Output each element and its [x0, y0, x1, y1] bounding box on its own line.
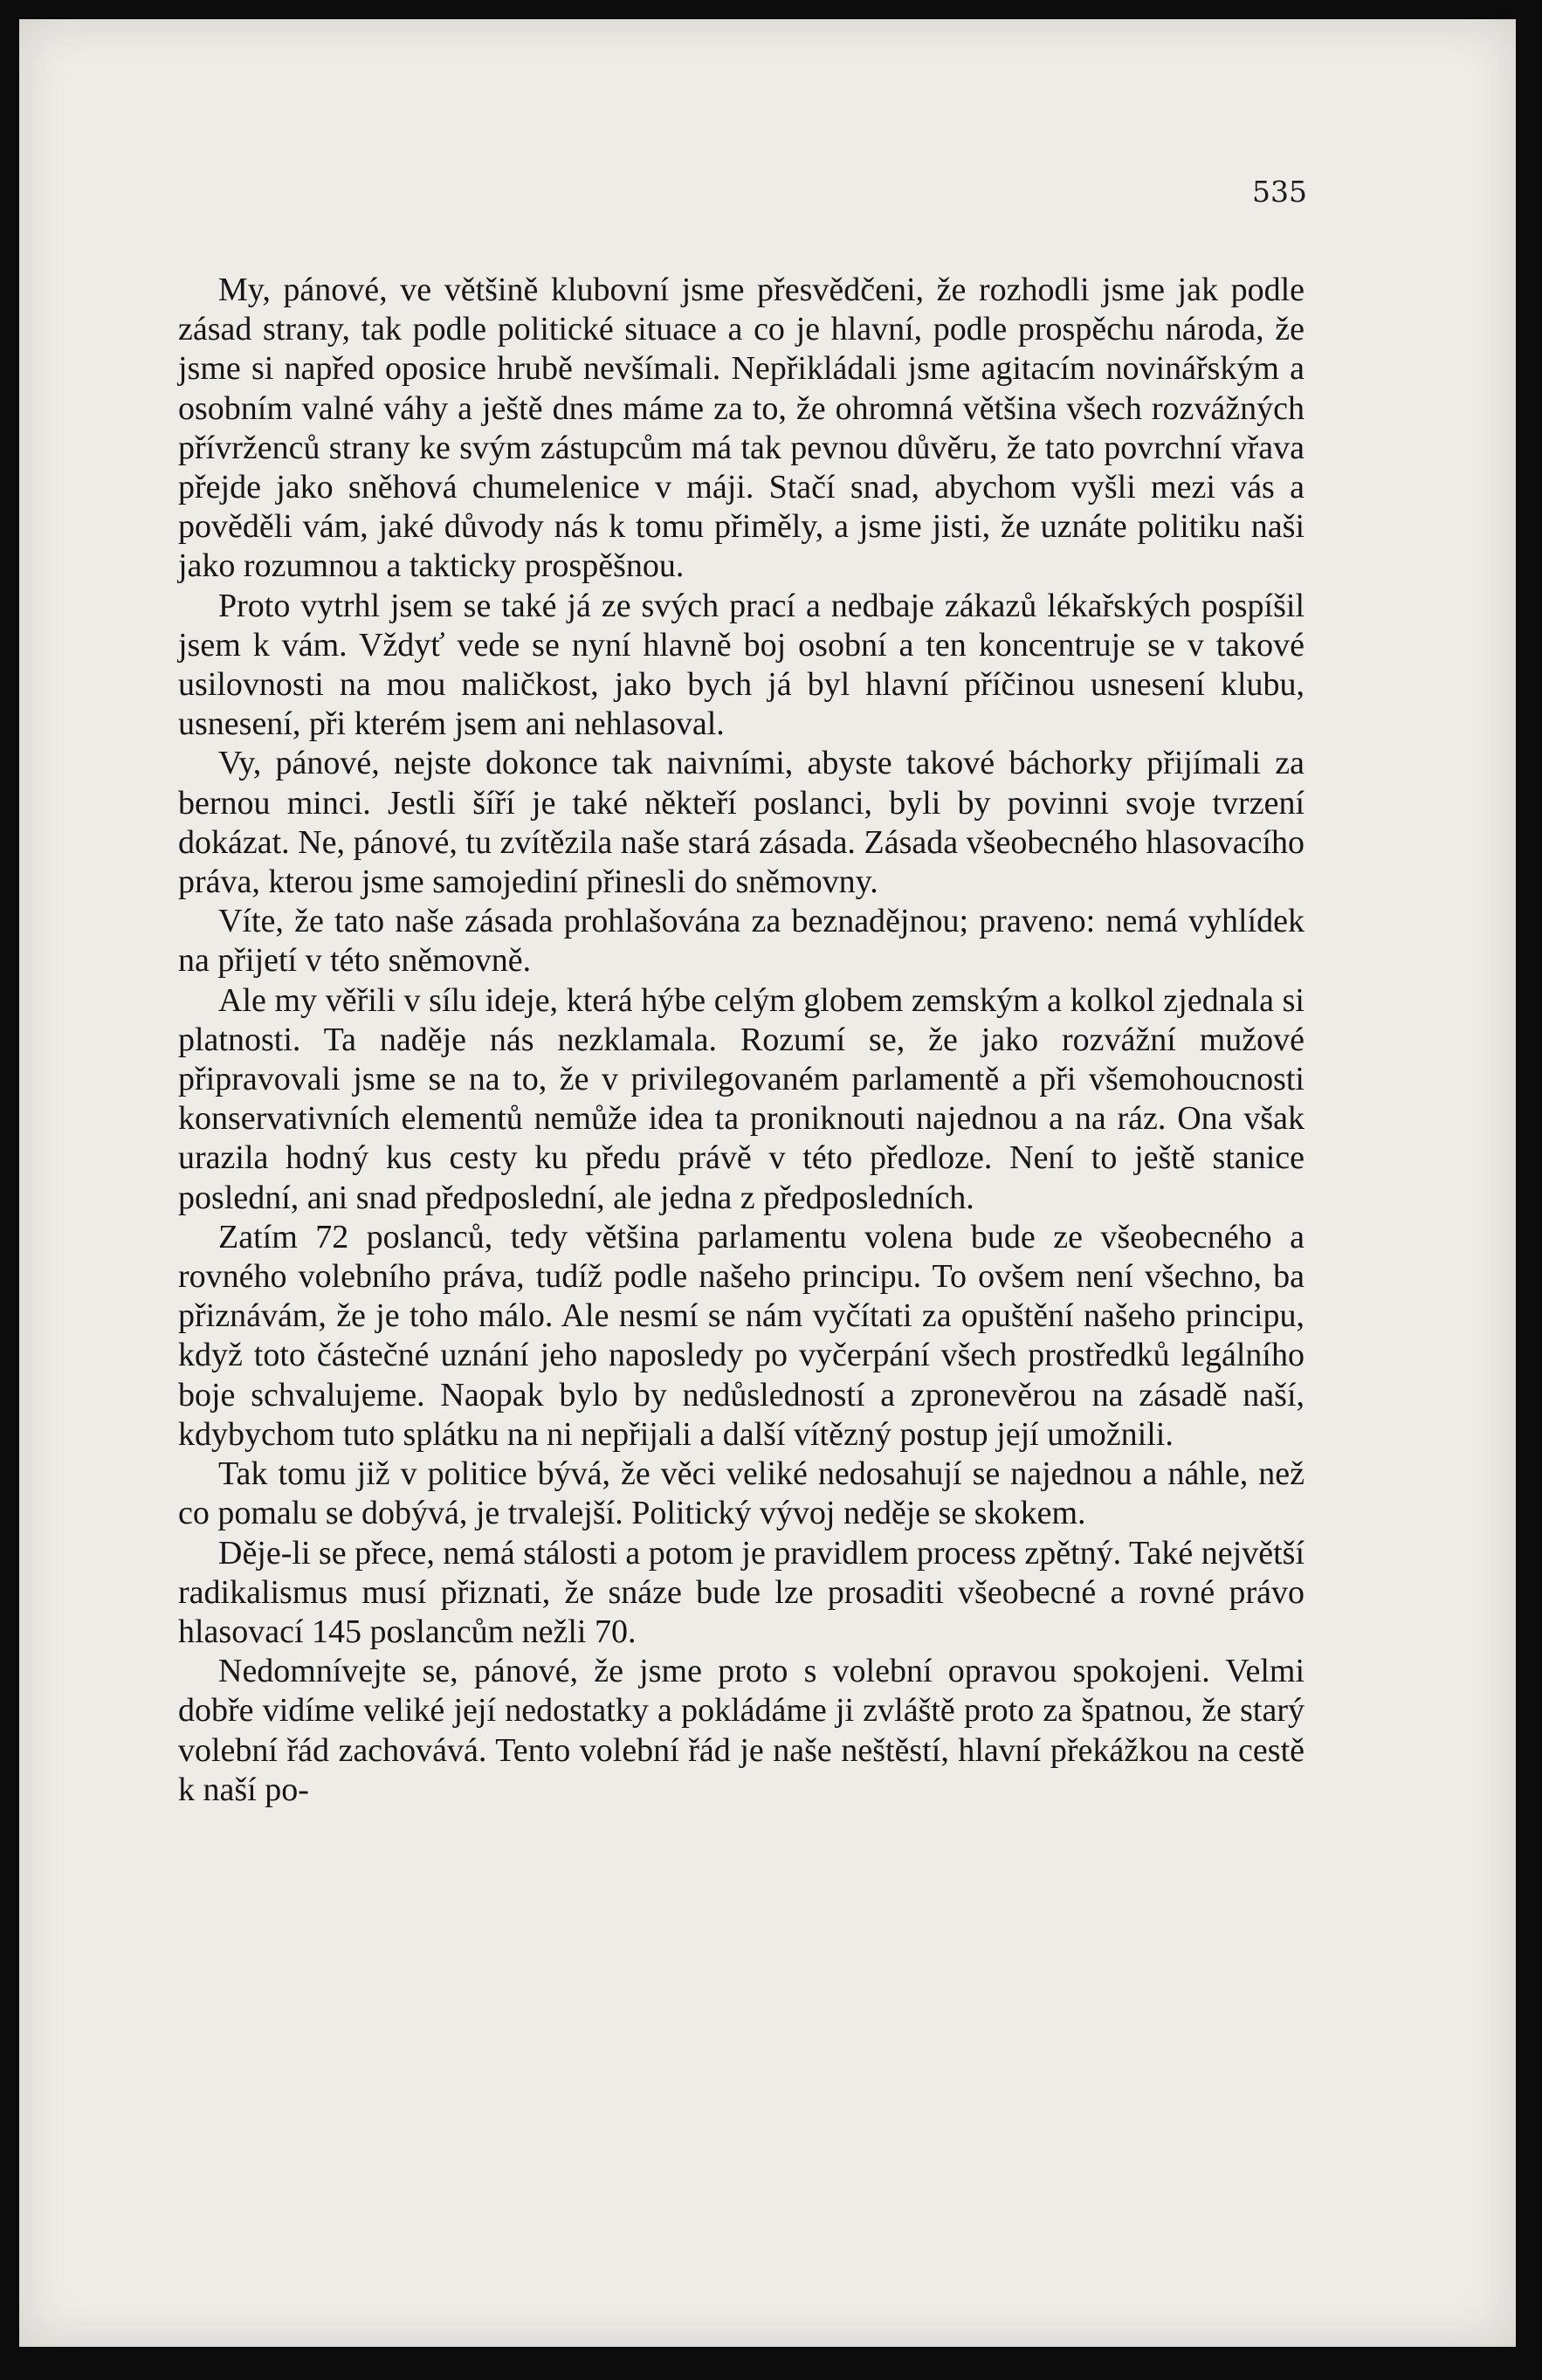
paragraph-2: Proto vytrhl jsem se také já ze svých prací a nedbaje zákazů lékařských pospíšil jsem k vám. Vždyť vede se nyní hlavně boj osobní a ten koncentruje se v takové usilovnosti na mou maličkost, jako bych já byl hlavní příčinou usnesení klubu, usnesení, při kterém jsem ani nehlasoval. [178, 587, 1305, 743]
paragraph-8: Děje-li se přece, nemá stálosti a potom je pravidlem process zpětný. Také největší radikalismus musí přiznati, že snáze bude lze prosaditi všeobecné a rovné právo hlasovací 145 poslancům nežli 70. [178, 1534, 1305, 1650]
paragraph-9: Nedomnívejte se, pánové, že jsme proto s volební opravou spokojeni. Velmi dobře vidíme veliké její nedostatky a pokládáme ji zvláště proto za špatnou, že starý volební řád zachovává. Tento volební řád je naše neštěstí, hlavní překážkou na cestě k naší po- [178, 1653, 1305, 1808]
paragraph-6: Zatím 72 poslanců, tedy většina parlamentu volena bude ze všeobecného a rovného volebního práva, tudíž podle našeho principu. To ovšem není všechno, ba přiznávám, že je toho málo. Ale nesmí se nám vyčítati za opuštění našeho principu, když toto částečné uznání jeho naposledy po vyčerpání všech prostředků legálního boje schvalujeme. Naopak bylo by nedůsledností a zpronevěrou na zásadě naší, kdybychom tuto splátku na ni nepřijali a další vítězný postup její umožnili. [178, 1218, 1305, 1453]
body-text [178, 271, 1305, 1810]
paragraph-3: Vy, pánové, nejste dokonce tak naivními, abyste takové báchorky přijímali za bernou minci. Jestli šíří je také někteří poslanci, byli by povinni svoje tvrzení dokázat. Ne, pánové, tu zvítězila naše stará zásada. Zásada všeobecného hlasovacího práva, kterou jsme samojediní přinesli do sněmovny. [178, 745, 1305, 901]
paragraph-5: Ale my věřili v sílu ideje, která hýbe celým globem zemským a kolkol zjednala si platnosti. Ta naděje nás nezklamala. Rozumí se, že jako rozvážní mužové připravovali jsme se na to, že v privilegovaném parlamentě a při všemohoucnosti konservativních elementů nemůže idea ta proniknouti najednou a na ráz. Ona však urazila hodný kus cesty ku předu právě v této předloze. Není to ještě stanice poslední, ani snad předposlední, ale jedna z předposledních. [178, 981, 1305, 1216]
paragraph-1: My, pánové, ve většině klubovní jsme přesvědčeni, že rozhodli jsme jak podle zásad strany, tak podle politické situace a co je hlavní, podle prospěchu národa, že jsme si napřed oposice hrubě nevšímali. Nepřikládali jsme agitacím novinářským a osobním valné váhy a ještě dnes máme za to, že ohromná většina všech rozvážných přívrženců strany ke svým zástupcům má tak pevnou důvěru, že tato povrchní vřava přejde jako sněhová chumelenice v máji. Stačí snad, abychom vyšli mezi vás a pověděli vám, jaké důvody nás k tomu přiměly, a jsme jisti, že uznáte politiku naši jako rozumnou a takticky prospěšnou. [178, 272, 1305, 585]
paragraph-4: Víte, že tato naše zásada prohlašována za beznadějnou; praveno: nemá vyhlídek na přijetí v této sněmovně. [178, 903, 1305, 980]
page-number: 535 [1252, 175, 1307, 209]
book-page [19, 19, 1516, 2347]
paragraph-7: Tak tomu již v politice bývá, že věci veliké nedosahují se najednou a náhle, než co pomalu se dobývá, je trvalejší. Politický vývoj neděje se skokem. [178, 1455, 1305, 1532]
